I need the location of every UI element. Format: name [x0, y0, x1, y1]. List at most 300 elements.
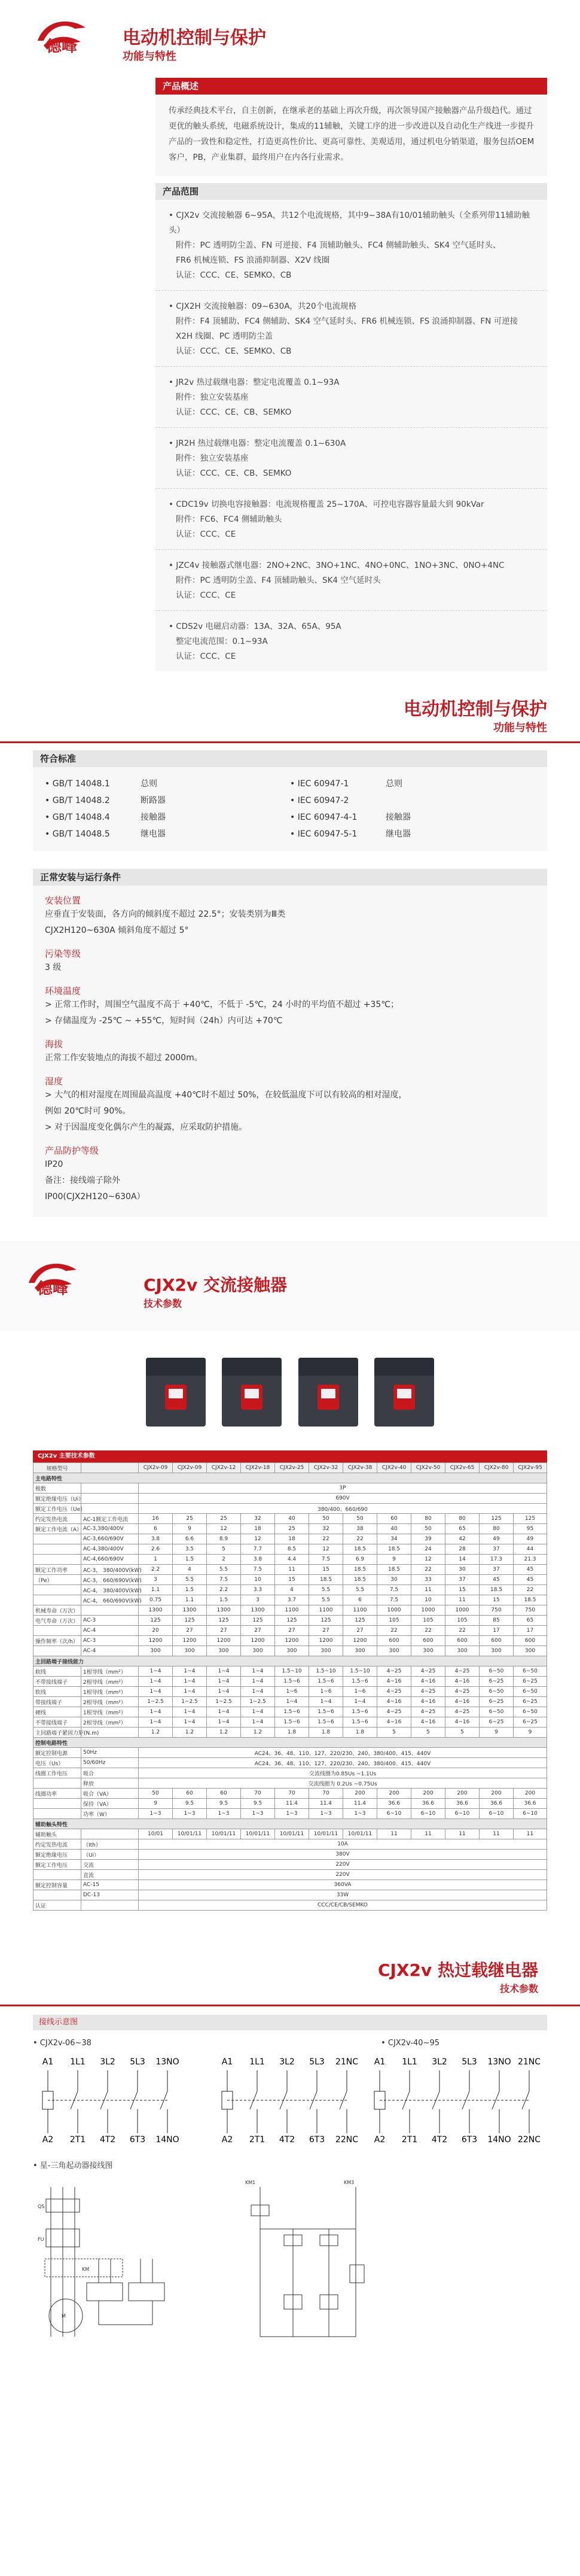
spec-value-cell: 750 [480, 1605, 514, 1616]
spec-value-cell: 1.5 [173, 1555, 207, 1565]
spec-header-cell: 规格型号 [33, 1463, 81, 1473]
spec-value-cell: 34 [377, 1534, 411, 1544]
spec-value-cell: 380/400、660/690 [139, 1504, 547, 1514]
spec-row [33, 1605, 547, 1616]
spec-value-cell: 11 [275, 1565, 309, 1575]
spec-header-cell: CJX2v-09 [139, 1463, 173, 1473]
spec-value-cell: 6~50 [480, 1666, 514, 1677]
spec-label-cell: 额定绝缘电压 [33, 1850, 81, 1860]
spec-label-cell [33, 1778, 81, 1789]
spec-label-cell: 约定发热电流 [33, 1839, 81, 1850]
section1-title: 电动机控制与保护 [123, 28, 266, 48]
spec-value-cell: 37 [480, 1565, 514, 1575]
range-line: • JR2v 热过载继电器：整定电流覆盖 0.1~93A [169, 378, 340, 387]
spec-sub-cell: AC-4,380/400V [81, 1544, 139, 1555]
spec-value-cell: 95 [514, 1524, 547, 1534]
section1-subtitle: 功能与特性 [123, 50, 176, 63]
spec-value-cell: 200 [445, 1789, 480, 1799]
spec-value-cell: 36.6 [514, 1799, 547, 1809]
spec-sub-cell: AC-4 [81, 1626, 139, 1636]
spec-row [33, 1646, 547, 1656]
standard-name: 接触器 [386, 813, 411, 822]
range-line: • JR2H 热过载继电器：整定电流覆盖 0.1~630A [169, 439, 346, 448]
spec-value-cell: 27 [309, 1626, 343, 1636]
condition-text: > 正常工作时，周围空气温度不高于 +40℃，不低于 -5℃，24 小时的平均值不超过 +35℃； [45, 1000, 399, 1009]
spec-sub-cell [81, 1829, 139, 1839]
spec-label-cell: 软线 [33, 1687, 81, 1697]
schematic-label: • 星-三角起动器接线图 [33, 2161, 113, 2170]
spec-row [33, 1616, 547, 1626]
condition-text: 例如 20℃时可 90%。 [45, 1106, 131, 1116]
spec-value-cell: 4~16 [377, 1717, 411, 1728]
spec-label-cell [33, 1544, 81, 1555]
spec-value-cell: 22 [411, 1626, 445, 1636]
section4-header [0, 1935, 580, 2006]
spec-value-cell: 8.5 [275, 1544, 309, 1555]
spec-value-cell: 1~2.5 [173, 1697, 207, 1707]
spec-value-cell: 105 [411, 1616, 445, 1626]
standard-item [45, 809, 290, 826]
brand-logo-text: 德峰 [46, 38, 78, 56]
terminal-label: A2 [42, 2135, 54, 2145]
spec-value-cell: 10/01 [139, 1829, 173, 1839]
spec-value-cell: 125 [241, 1616, 275, 1626]
terminal-label: 5L3 [130, 2057, 145, 2067]
spec-value-cell: 22 [514, 1585, 547, 1595]
spec-value-cell: 1~4 [343, 1697, 377, 1707]
spec-value-cell: 6~10 [480, 1809, 514, 1819]
spec-row [33, 1778, 547, 1789]
spec-value-cell: 1.5~6 [309, 1717, 343, 1728]
spec-value-cell: 10/01/11 [309, 1829, 343, 1839]
spec-value-cell: 3.7 [275, 1595, 309, 1605]
spec-sub-cell: AC-15 [81, 1880, 139, 1890]
spec-value-cell: 1~4 [309, 1697, 343, 1707]
spec-header-cell: CJX2v-12 [207, 1463, 241, 1473]
spec-value-cell: 27 [343, 1626, 377, 1636]
spec-value-cell: 18.5 [343, 1575, 377, 1585]
condition-text: > 存储温度为 -25℃ ~ +55℃，短时间（24h）内可达 +70℃ [45, 1016, 283, 1026]
spec-sub-cell: AC-4， 380/400V(kW) [81, 1585, 139, 1595]
section2-title: 电动机控制与保护 [404, 699, 547, 720]
spec-sub-cell: 2根导线（mm²） [81, 1717, 139, 1728]
spec-value-cell: 45 [480, 1575, 514, 1585]
terminal-label: 3L2 [279, 2057, 295, 2067]
spec-row [33, 1504, 547, 1514]
spec-value-cell: 1~4 [139, 1666, 173, 1677]
spec-value-cell: 12 [241, 1534, 275, 1544]
spec-label-cell: 额定工作功率 [33, 1565, 81, 1575]
spec-row [33, 1758, 547, 1768]
spec-value-cell: 5.5 [343, 1585, 377, 1595]
overview-text: 传承经典技术平台，自主创新，在继承老的基础上再次升级，再次领导国产接触器产品升级趋代。通过更优的触头系统，电磁系统设计，集成的11辅触，关键工序的进一步改进以及自动化生产线进一步提升产品的一致性和稳定性，打造更高性价比、更高可靠性、美观适用，通过机电分销渠道，服务包括OEM客户，PB，产业集群，最终用户在内各行业需求。 [169, 106, 535, 162]
spec-value-cell: 200 [343, 1789, 377, 1799]
spec-value-cell: 6~25 [480, 1717, 514, 1728]
spec-value-cell: 1~3 [173, 1809, 207, 1819]
spec-label-cell: 约定发热电流 [33, 1514, 81, 1524]
range-line: 认证：CCC、CE、SEMKO、CB [176, 270, 292, 280]
spec-value-cell: 9 [139, 1799, 173, 1809]
spec-value-cell: 300 [139, 1646, 173, 1656]
spec-value-cell: CCC/CE/CB/SEMKO [139, 1900, 547, 1911]
standard-item [45, 775, 290, 792]
product-photo [292, 1352, 364, 1430]
spec-sub-cell: AC-4， 660/690V(kW) [81, 1595, 139, 1605]
section2-header [0, 671, 580, 743]
spec-value-cell: 1.5~6 [309, 1677, 343, 1687]
spec-value-cell: 11 [411, 1829, 445, 1839]
spec-value-cell: 9.5 [241, 1799, 275, 1809]
spec-label-cell [33, 1799, 81, 1809]
spec-value-cell: 6 [343, 1595, 377, 1605]
spec-value-cell: 1~4 [173, 1677, 207, 1687]
spec-value-cell: 4~25 [411, 1707, 445, 1717]
spec-value-cell: 1300 [241, 1605, 275, 1616]
spec-sub-cell: AC-3,660/690V [81, 1534, 139, 1544]
spec-row [33, 1860, 547, 1870]
spec-value-cell: 2.2 [207, 1585, 241, 1595]
spec-value-cell: 1~4 [207, 1677, 241, 1687]
spec-value-cell: 360VA [139, 1880, 547, 1890]
spec-value-cell: 6~50 [514, 1707, 547, 1717]
spec-header-cell: CJX2v-50 [411, 1463, 445, 1473]
spec-value-cell: 5 [445, 1728, 480, 1738]
spec-sub-cell [81, 1605, 139, 1616]
condition-text: 应垂直于安装面，各方向的倾斜度不超过 22.5°；安装类别为Ⅲ类 [45, 910, 286, 919]
spec-value-cell: 4~16 [411, 1697, 445, 1707]
spec-value-cell: 1~6 [275, 1687, 309, 1697]
terminal-label: A1 [374, 2057, 386, 2067]
spec-value-cell: 17 [514, 1626, 547, 1636]
spec-value-cell: 6~10 [377, 1809, 411, 1819]
spec-value-cell: 50 [139, 1789, 173, 1799]
spec-value-cell: 22 [445, 1626, 480, 1636]
spec-value-cell: 10A [139, 1839, 547, 1850]
spec-value-cell: 1.5~10 [343, 1666, 377, 1677]
spec-value-cell: 1~4 [139, 1717, 173, 1728]
spec-header-cell: CJX2v-09 [173, 1463, 207, 1473]
spec-value-cell: 10/01/11 [241, 1829, 275, 1839]
spec-value-cell: 11 [377, 1829, 411, 1839]
range-line: • CDC19v 切换电容接触器：电流规格覆盖 25~170A、可控电容器容量最大到 90kVar [169, 500, 484, 509]
spec-row [33, 1870, 547, 1880]
spec-value-cell: 4.4 [275, 1555, 309, 1565]
condition-text: 备注：接线端子除外 [45, 1176, 120, 1185]
spec-row [33, 1717, 547, 1728]
spec-row [33, 1880, 547, 1890]
spec-label-cell: 电压（Us） [33, 1758, 81, 1768]
spec-value-cell: 18.5 [514, 1595, 547, 1605]
spec-label-cell: 额定工作电压（Ue） [33, 1504, 81, 1514]
spec-value-cell: 25 [173, 1514, 207, 1524]
spec-value-cell: 11.4 [275, 1799, 309, 1809]
spec-sub-cell: 吸合（VA） [81, 1789, 139, 1799]
spec-label-cell: 操作频率（次/h） [33, 1636, 81, 1646]
spec-value-cell: 1.5~6 [343, 1717, 377, 1728]
spec-header-cell: CJX2v-32 [309, 1463, 343, 1473]
wiring-header: 接线示意图 [33, 2015, 547, 2030]
spec-label-cell [33, 1809, 81, 1819]
spec-label-cell: 额定工作电流（A） [33, 1524, 81, 1534]
spec-value-cell: 24 [411, 1544, 445, 1555]
spec-value-cell: 6~25 [514, 1677, 547, 1687]
spec-value-cell: 1~6 [309, 1687, 343, 1697]
spec-value-cell: 70 [275, 1789, 309, 1799]
spec-value-cell: 45 [514, 1565, 547, 1575]
section3-title: CJX2v 交流接触器 [144, 1275, 288, 1295]
spec-value-cell: 1~4 [207, 1717, 241, 1728]
spec-value-cell: 1~4 [241, 1666, 275, 1677]
terminal-label: 22NC [335, 2135, 359, 2145]
spec-value-cell: 44 [514, 1544, 547, 1555]
spec-sub-cell: AC-3,380/400V [81, 1524, 139, 1534]
spec-value-cell: 1.5 [173, 1585, 207, 1595]
spec-value-cell: 50 [309, 1514, 343, 1524]
spec-value-cell: 22 [377, 1626, 411, 1636]
spec-value-cell: 36.6 [480, 1799, 514, 1809]
spec-value-cell: 3P [139, 1483, 547, 1494]
range-line: 认证：CCC、CE [176, 530, 236, 539]
spec-value-cell: 600 [480, 1636, 514, 1646]
section3-header [0, 1241, 580, 1331]
range-line: 认证：CCC、CE、CB、SEMKO [176, 407, 292, 417]
spec-value-cell: 1~2.5 [207, 1697, 241, 1707]
spec-row [33, 1738, 547, 1748]
spec-value-cell: 4~25 [377, 1707, 411, 1717]
spec-value-cell: 200 [411, 1789, 445, 1799]
spec-value-cell: 27 [207, 1626, 241, 1636]
spec-value-cell: 1~4 [207, 1666, 241, 1677]
spec-row [33, 1483, 547, 1494]
range-line: 附件：独立安装基座 [176, 393, 249, 402]
range-block [155, 611, 547, 671]
spec-value-cell: 6~50 [480, 1687, 514, 1697]
standard-code: • IEC 60947-4-1 [290, 813, 358, 822]
spec-value-cell: 1100 [275, 1605, 309, 1616]
spec-value-cell: 105 [445, 1616, 480, 1626]
conditions-box [33, 869, 547, 1217]
spec-sub-cell: 释放 [81, 1778, 139, 1789]
spec-value-cell: 125 [343, 1616, 377, 1626]
spec-value-cell: 30 [445, 1565, 480, 1575]
condition-text: IP00(CJX2H120~630A） [45, 1192, 145, 1202]
spec-value-cell: 600 [377, 1636, 411, 1646]
spec-value-cell: 28 [445, 1544, 480, 1555]
spec-row [33, 1514, 547, 1524]
spec-sub-cell: （Ith） [81, 1839, 139, 1850]
spec-label-cell: 额定绝缘电压（Ui） [33, 1494, 81, 1504]
spec-value-cell: 1300 [173, 1605, 207, 1616]
spec-value-cell: 5 [411, 1728, 445, 1738]
spec-sub-cell: 功率（W） [81, 1809, 139, 1819]
spec-value-cell: 60 [377, 1514, 411, 1524]
spec-value-cell: 125 [207, 1616, 241, 1626]
condition-heading: 污染等级 [45, 948, 81, 959]
standard-code: • GB/T 14048.4 [45, 813, 110, 822]
spec-value-cell: 1.1 [173, 1595, 207, 1605]
spec-row [33, 1768, 547, 1778]
spec-value-cell: 9 [377, 1555, 411, 1565]
spec-value-cell: 300 [377, 1646, 411, 1656]
spec-value-cell: 9 [173, 1524, 207, 1534]
spec-value-cell: 4~16 [377, 1677, 411, 1687]
spec-value-cell: 690V [139, 1494, 547, 1504]
spec-value-cell: 22 [309, 1534, 343, 1544]
spec-value-cell: 16 [139, 1514, 173, 1524]
terminal-label: 5L3 [462, 2057, 477, 2067]
standard-code: • IEC 60947-2 [290, 796, 349, 805]
spec-value-cell: 3.8 [241, 1555, 275, 1565]
spec-value-cell: 3 [139, 1575, 173, 1585]
spec-value-cell: 40 [377, 1524, 411, 1534]
overview-header: 产品概述 [155, 78, 547, 95]
spec-header-cell: CJX2v-25 [275, 1463, 309, 1473]
spec-value-cell: 4 [275, 1585, 309, 1595]
spec-row [33, 1677, 547, 1687]
spec-value-cell: 12 [411, 1555, 445, 1565]
spec-value-cell: 200 [514, 1789, 547, 1799]
spec-value-cell: 10/01/11 [173, 1829, 207, 1839]
spec-value-cell: 70 [241, 1789, 275, 1799]
spec-value-cell: 18.5 [309, 1575, 343, 1585]
spec-value-cell: 1~4 [241, 1677, 275, 1687]
standard-name: 总则 [386, 779, 402, 789]
spec-sub-cell: AC-3， 380/400V(kW) [81, 1565, 139, 1575]
spec-value-cell: 1000 [411, 1605, 445, 1616]
spec-value-cell: 11 [514, 1829, 547, 1839]
spec-value-cell: 1000 [377, 1605, 411, 1616]
spec-value-cell: 6~10 [411, 1809, 445, 1819]
spec-value-cell: 6~10 [514, 1809, 547, 1819]
spec-label-cell: 额定工作电压 [33, 1860, 81, 1870]
spec-value-cell: 1~4 [139, 1677, 173, 1687]
brand-logo [24, 1259, 81, 1301]
spec-value-cell: 11.4 [343, 1799, 377, 1809]
terminal-label: 5L3 [309, 2057, 325, 2067]
range-block [155, 200, 547, 291]
wiring-labels [33, 2030, 547, 2052]
range-line: 认证：CCC、CE、CB、SEMKO [176, 469, 292, 478]
terminal-diagrams [33, 2052, 547, 2154]
terminal-label: 21NC [517, 2057, 541, 2067]
spec-value-cell: 32 [241, 1514, 275, 1524]
spec-value-cell: 300 [480, 1646, 514, 1656]
condition-text: > 大气的相对湿度在周围最高温度 +40℃时不超过 50%，在较低温度下可以有较高的相对湿度， [45, 1090, 407, 1100]
spec-value-cell: 1~4 [241, 1687, 275, 1697]
diagram2-label: • CJX2v-40~95 [381, 2039, 439, 2048]
spec-label-cell: 硬线 [33, 1707, 81, 1717]
spec-value-cell: 交流线圈为0.85Us ~1.1Us [139, 1768, 547, 1778]
spec-row [33, 1850, 547, 1860]
range-line: • JZC4v 接触器式继电器：2NO+2NC、3NO+1NC、4NO+0NC、1NO+3NC、0NO+4NC [169, 561, 505, 570]
spec-value-cell: 380V [139, 1850, 547, 1860]
terminal-label: 4T2 [99, 2135, 116, 2145]
section4-subtitle: 技术参数 [499, 1983, 538, 1994]
terminal-label: 13NO [487, 2057, 511, 2067]
spec-value-cell: 33 [411, 1575, 445, 1585]
spec-header-cell: CJX2v-38 [343, 1463, 377, 1473]
condition-text: CJX2H120~630A 倾斜角度不超过 5° [45, 926, 189, 935]
spec-label-cell: 不带接线端子 [33, 1717, 81, 1728]
terminal-label: 4T2 [279, 2135, 295, 2145]
spec-value-cell: 27 [275, 1626, 309, 1636]
terminal-label: A2 [221, 2135, 233, 2145]
standard-code: • GB/T 14048.1 [45, 779, 110, 789]
svg-text:KM1: KM1 [245, 2180, 256, 2185]
spec-row [33, 1728, 547, 1738]
spec-value-cell: 4~16 [377, 1697, 411, 1707]
spec-value-cell: 1200 [139, 1636, 173, 1646]
standard-name: 接触器 [141, 813, 166, 822]
spec-value-cell: 300 [445, 1646, 480, 1656]
standard-code: • GB/T 14048.2 [45, 796, 110, 805]
spec-value-cell: 6~10 [445, 1809, 480, 1819]
spec-value-cell: 18.5 [377, 1565, 411, 1575]
spec-sub-cell: 吸合 [81, 1768, 139, 1778]
standards-header: 符合标准 [33, 750, 547, 767]
spec-value-cell: 18.5 [480, 1585, 514, 1595]
spec-value-cell: 1~4 [173, 1707, 207, 1717]
spec-value-cell: 600 [514, 1636, 547, 1646]
terminal-label: 4T2 [431, 2135, 448, 2145]
spec-value-cell: 6.6 [173, 1534, 207, 1544]
condition-text: 3 级 [45, 963, 62, 972]
spec-row [33, 1809, 547, 1819]
spec-value-cell: 5.5 [309, 1595, 343, 1605]
product-photo [140, 1352, 212, 1430]
spec-value-cell: 750 [514, 1605, 547, 1616]
spec-row [33, 1799, 547, 1809]
spec-row [33, 1819, 547, 1829]
spec-row [33, 1585, 547, 1595]
spec-value-cell: 4~25 [445, 1687, 480, 1697]
spec-value-cell: 1~3 [275, 1809, 309, 1819]
spec-value-cell: 2 [207, 1555, 241, 1565]
spec-value-cell: 1200 [309, 1636, 343, 1646]
spec-label-cell: 带接线端子 [33, 1697, 81, 1707]
spec-value-cell: 32 [309, 1524, 343, 1534]
spec-label-cell: 线圈工作电压 [33, 1768, 81, 1778]
spec-value-cell: 4~16 [445, 1697, 480, 1707]
spec-row [33, 1789, 547, 1799]
spec-value-cell: 1.5~6 [343, 1707, 377, 1717]
standard-item [45, 792, 290, 809]
spec-row [33, 1748, 547, 1758]
range-line: 认证：CCC、CE、SEMKO、CB [176, 346, 292, 356]
spec-value-cell: 18.5 [377, 1544, 411, 1555]
spec-value-cell: 1~4 [275, 1697, 309, 1707]
spec-row [33, 1626, 547, 1636]
standards-grid [33, 767, 547, 851]
spec-row [33, 1900, 547, 1911]
spec-row [33, 1595, 547, 1605]
spec-value-cell: 5.5 [309, 1585, 343, 1595]
spec-value-cell: 33W [139, 1890, 547, 1900]
spec-value-cell: 300 [411, 1646, 445, 1656]
spec-value-cell: 6~25 [514, 1717, 547, 1728]
spec-sub-cell [81, 1483, 139, 1494]
spec-sub-cell: 保持（VA） [81, 1799, 139, 1809]
spec-row [33, 1829, 547, 1839]
spec-label-cell: 不带接线端子 [33, 1677, 81, 1687]
range-line: 附件：PC 透明防尘盖、F4 顶辅助触头、SK4 空气延时头 [176, 576, 381, 585]
spec-value-cell: 4~25 [445, 1707, 480, 1717]
spec-value-cell: 10/01/11 [275, 1829, 309, 1839]
spec-value-cell: 1.5~6 [275, 1717, 309, 1728]
spec-value-cell: 1.8 [343, 1728, 377, 1738]
standard-name: 继电器 [386, 829, 411, 839]
spec-label-cell: 极数 [33, 1483, 81, 1494]
